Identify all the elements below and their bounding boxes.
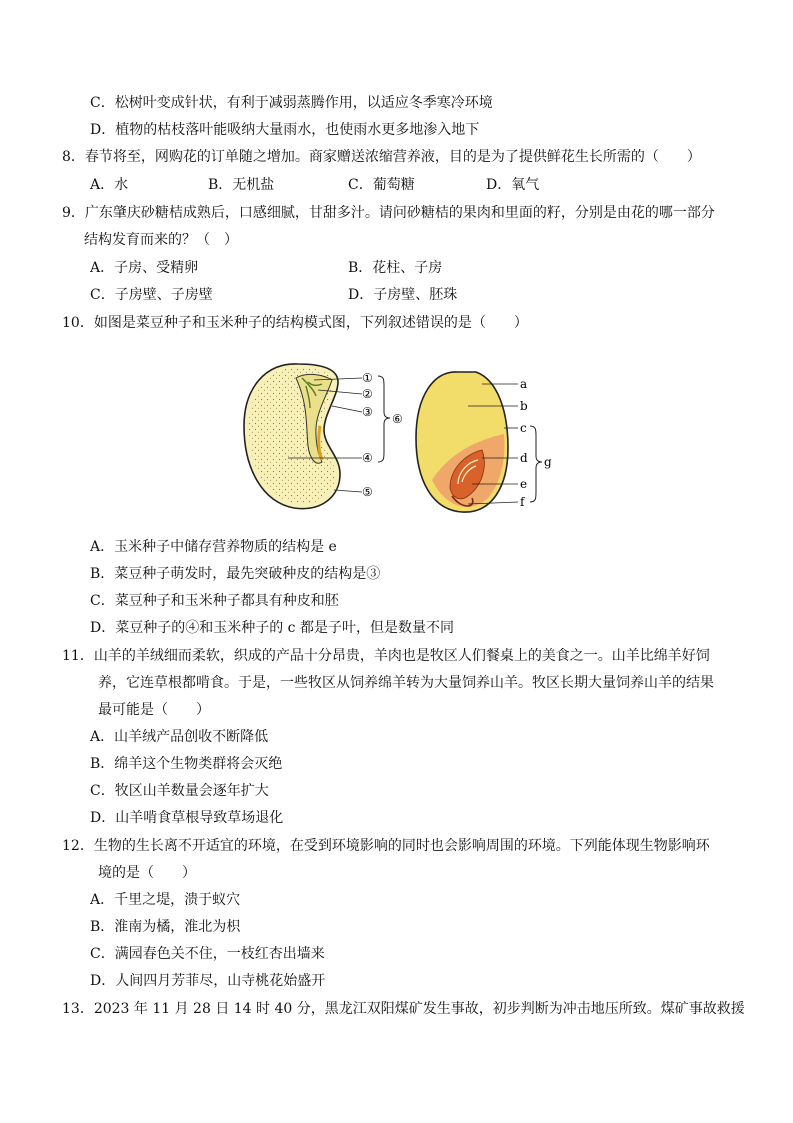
- bean-label-4: ④: [362, 451, 373, 465]
- q10-option-c: C．菜豆种子和玉米种子都具有种皮和胚: [90, 593, 339, 609]
- q12-stem-line2: 境的是（ ）: [98, 865, 196, 881]
- q11-option-c: C．牧区山羊数量会逐年扩大: [90, 783, 269, 799]
- corn-label-c: c: [520, 421, 527, 435]
- q8-option-d: D．氧气: [486, 177, 540, 193]
- q9-option-c: C．子房壁、子房壁: [90, 287, 213, 303]
- q7-option-d: D．植物的枯枝落叶能吸纳大量雨水，也使雨水更多地渗入地下: [90, 122, 480, 138]
- q10-option-a: A．玉米种子中储存营养物质的结构是 e: [90, 539, 337, 555]
- q11-option-b: B．绵羊这个生物类群将会灭绝: [90, 756, 283, 772]
- corn-seed: [416, 372, 552, 512]
- q12-option-d: D．人间四月芳菲尽，山寺桃花始盛开: [90, 973, 326, 989]
- q12-option-a: A．千里之堤，溃于蚁穴: [90, 892, 241, 908]
- q8-option-c: C．葡萄糖: [348, 177, 415, 193]
- corn-label-d: d: [520, 451, 528, 465]
- q13-stem-line1: 13．2023 年 11 月 28 日 14 时 40 分，黑龙江双阳煤矿发生事故，初步判断为冲击地压所致。煤矿事故救援: [62, 1001, 745, 1017]
- q7-option-c: C．松树叶变成针状，有利于减弱蒸腾作用，以适应冬季寒冷环境: [90, 95, 493, 111]
- corn-label-f: f: [520, 495, 525, 509]
- q12-option-b: B．淮南为橘，淮北为枳: [90, 919, 241, 935]
- q11-stem-line3: 最可能是（ ）: [98, 702, 210, 718]
- q9-stem-line2: 结构发育而来的？（ ）: [84, 232, 238, 248]
- q8-option-a: A．水: [90, 177, 129, 193]
- q11-option-d: D．山羊啃食草根导致草场退化: [90, 810, 284, 826]
- q12-option-c: C．满园春色关不住，一枝红杏出墙来: [90, 946, 325, 962]
- q8-option-b: B．无机盐: [208, 177, 275, 193]
- corn-label-e: e: [520, 477, 528, 491]
- q11-stem-line2: 养，它连草根都啃食。于是，一些牧区从饲养绵羊转为大量饲养山羊。牧区长期大量饲养山羊的结果: [98, 675, 714, 691]
- bean-label-5: ⑤: [362, 485, 373, 499]
- seed-structure-figure: [236, 356, 566, 516]
- bean-label-6: ⑥: [392, 412, 403, 426]
- q12-stem-line1: 12．生物的生长离不开适宜的环境，在受到环境影响的同时也会影响周围的环境。下列能体现生物影响环: [62, 838, 710, 854]
- q10-stem: 10．如图是菜豆种子和玉米种子的结构模式图，下列叙述错误的是（ ）: [62, 315, 528, 331]
- q9-option-d: D．子房壁、胚珠: [348, 287, 458, 303]
- bean-seed: [244, 364, 403, 509]
- bean-label-3: ③: [362, 405, 373, 419]
- q8-stem: 8．春节将至，网购花的订单随之增加。商家赠送浓缩营养液，目的是为了提供鲜花生长所需的（ ）: [62, 149, 701, 165]
- corn-label-g: g: [544, 455, 552, 469]
- q9-stem-line1: 9．广东肇庆砂糖桔成熟后，口感细腻，甘甜多汁。请问砂糖桔的果肉和里面的籽，分别是由花的哪一部分: [62, 205, 715, 221]
- bean-label-1: ①: [362, 371, 373, 385]
- q9-option-a: A．子房、受精卵: [90, 260, 199, 276]
- corn-label-a: a: [520, 377, 528, 391]
- q9-option-b: B．花柱、子房: [348, 260, 443, 276]
- q11-stem-line1: 11．山羊的羊绒细而柔软，织成的产品十分昂贵，羊肉也是牧区人们餐桌上的美食之一。山羊比绵羊好饲: [62, 648, 710, 664]
- q10-option-b: B．菜豆种子萌发时，最先突破种皮的结构是③: [90, 566, 381, 582]
- q11-option-a: A．山羊绒产品创收不断降低: [90, 729, 269, 745]
- corn-label-b: b: [520, 399, 528, 413]
- q10-option-d: D．菜豆种子的④和玉米种子的 c 都是子叶，但是数量不同: [90, 620, 454, 636]
- bean-label-2: ②: [362, 387, 373, 401]
